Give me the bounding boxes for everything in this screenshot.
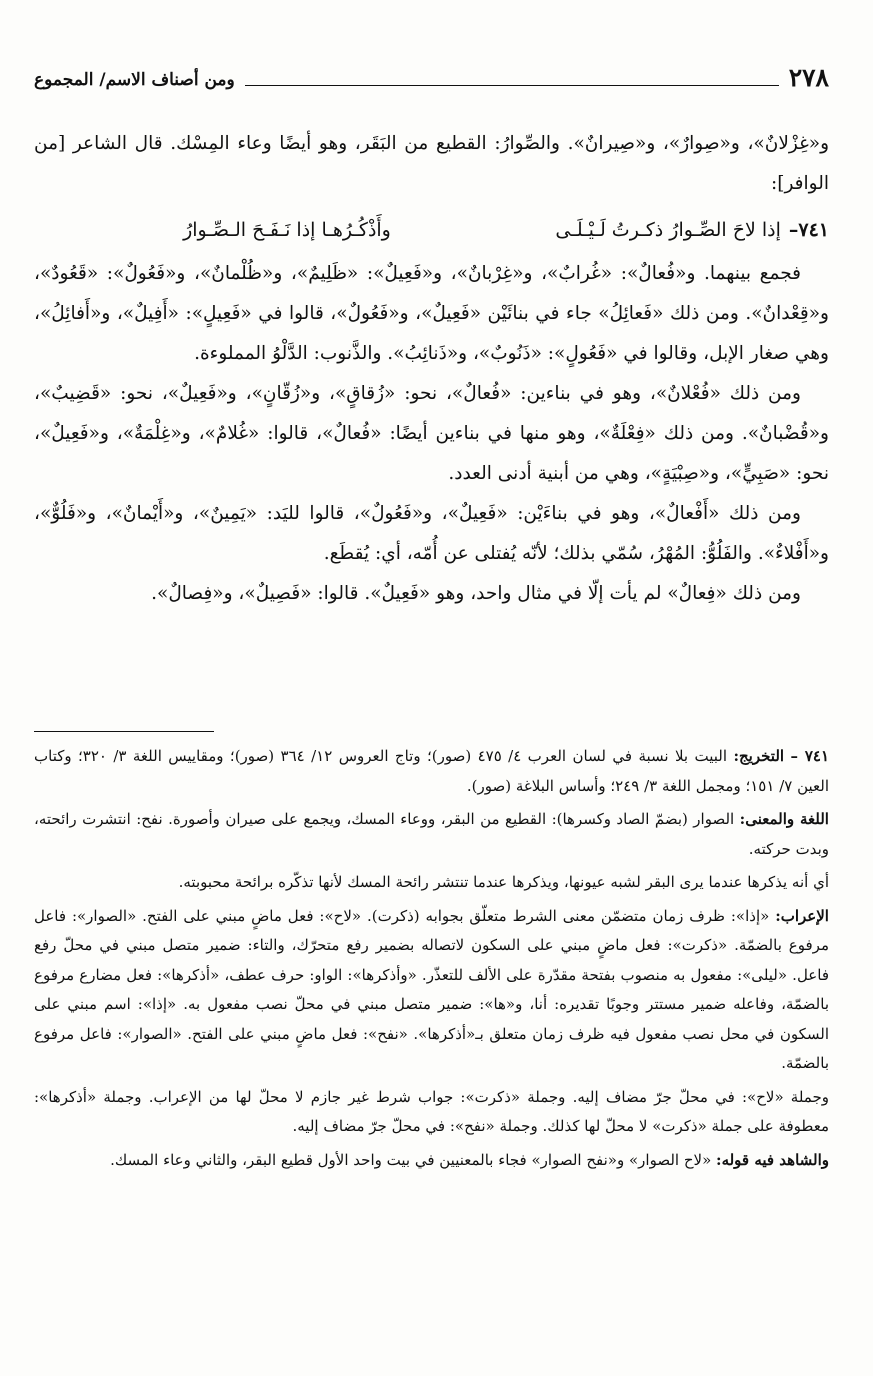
shahid-text: «لاح الصوار» و«نفح الصوار» فجاء بالمعنيين في بيت واحد الأول قطيع البقر، والثاني وعاء المسك. bbox=[110, 1150, 712, 1169]
running-title: ومن أصناف الاسم/ المجموع bbox=[34, 70, 235, 90]
main-text bbox=[34, 124, 829, 614]
book-page bbox=[34, 0, 829, 1376]
paragraph-1: و«غِزْلانٌ»، و«صِوارٌ»، و«صِيرانٌ». والصِّوارُ: القطيع من البَقَر، وهو أيضًا وعاء المِسْك. قال الشاعر [من الوافر]: bbox=[34, 133, 829, 194]
footnote-lugha bbox=[34, 805, 829, 864]
first-hemistich: إذا لاحَ الصِّـوارُ ذكـرتُ لَـيْـلَـى bbox=[555, 219, 781, 241]
lugha-text: الصوار (بضمّ الصاد وكسرها): القطيع من البقر، ووعاء المسك، ويجمع على صيران وأصورة. نفح: انتشرت رائحته، وبدت حركته. bbox=[34, 810, 829, 858]
poem-verse bbox=[34, 210, 829, 250]
footnotes bbox=[34, 742, 829, 1179]
lugha-label: اللغة والمعنى: bbox=[739, 810, 829, 828]
footnote-irab bbox=[34, 902, 829, 1079]
paragraph-5: ومن ذلك «فِعالٌ» لم يأت إلّا في مثال واحد، وهو «فَعِيلٌ». قالوا: «فَصِيلٌ»، و«فِصالٌ». bbox=[151, 583, 801, 604]
verse-number: ٧٤١– bbox=[788, 219, 829, 241]
footnote-number: ٧٤١ – bbox=[790, 747, 829, 765]
footnote-jumal: وجملة «لاح»: في محلّ جرّ مضاف إليه. وجملة «ذكرت»: جواب شرط غير جازم لا محلّ لها من الإعراب. وجملة «أذكرها»: معطوفة على جملة «ذكرت» لا محلّ لها كذلك. وجملة «نفح»: في محلّ جرّ مضاف إليه. bbox=[34, 1087, 829, 1135]
page-header bbox=[34, 58, 829, 92]
footnote-meaning: أي أنه يذكرها عندما يرى البقر لشبه عيونها، ويذكرها عندما تنتشر رائحة المسك لأنها تذكّره برائحة محبوبته. bbox=[178, 873, 829, 891]
footnote-shahid bbox=[34, 1146, 829, 1176]
header-rule bbox=[245, 85, 779, 86]
irab-text: «إذا»: ظرف زمان متضمّن معنى الشرط متعلّق بجوابه (ذكرت). «لاح»: فعل ماضٍ مبني على الفتح. «الصوار»: فاعل مرفوع بالضمّة. «ذكرت»: فعل ماضٍ مبني على السكون لاتصاله بضمير رفع متحرّك، والتاء: ضمير متصل مبني في محلّ رفع فاعل. «ليلى»: مفعول به منصوب بفتحة مقدّرة على الألف للتعذّر. «وأذكرها»: الواو: حرف عطف، «أذكرها»: فعل مضارع مرفوع بالضمّة، وفاعله ضمير مستتر وجوبًا تقديره: أنا، و«ها»: ضمير متصل مبني في محلّ نصب مفعول به. «إذا»: اسم مبني على السكون في محل نصب مفعول فيه ظرف زمان متعلق بـ«أذكرها». «نفح»: فعل ماضٍ مبني على الفتح. «الصوار»: فاعل مرفوع بالضمّة. bbox=[34, 906, 829, 1072]
shahid-label: والشاهد فيه قوله: bbox=[716, 1150, 829, 1169]
footnote-takhrij bbox=[34, 742, 829, 801]
takhrij-text: البيت بلا نسبة في لسان العرب ٤/ ٤٧٥ (صور)؛ وتاج العروس ١٢/ ٣٦٤ (صور)؛ ومقاييس اللغة ٣/ ٣٢٠؛ وكتاب العين ٧/ ١٥١؛ ومجمل اللغة ٣/ ٢٤٩؛ وأساس البلاغة (صور). bbox=[34, 747, 829, 795]
paragraph-4: ومن ذلك «أَفْعالٌ»، وهو في بناءَيْن: «فَعِيلٌ»، و«فَعُولٌ»، قالوا لليَد: «يَمِينٌ»، و«أَيْمانٌ»، و«فَلُوٌّ»، و«أَفْلاءٌ». والفَلُوُّ: المُهْرُ، سُمّي بذلك؛ لأنّه يُفتلى عن أُمّه، أي: يُقطَع. bbox=[34, 503, 829, 564]
paragraph-2: فجمع بينهما. و«فُعالٌ»: «غُرابٌ»، و«غِرْبانٌ»، و«فَعِيلٌ»: «ظَلِيمٌ»، و«ظُلْمانٌ»، و«فَعُولٌ»: «قَعُودٌ»، و«قِعْدانٌ». ومن ذلك «فَعائِلُ» جاء في بنائَيْن «فَعِيلٌ»، و«فَعُولٌ»، قالوا في «فَعِيلٍ»: «أَفِيلٌ»، و«أَفائِلُ»، وهي صغار الإبل، وقالوا في «فَعُولٍ»: «ذَنُوبٌ»، و«ذَنائِبُ». والذَّنوب: الدَّلْوُ المملوءة. bbox=[34, 263, 829, 364]
footnote-rule bbox=[34, 731, 214, 732]
paragraph-3: ومن ذلك «فُعْلانٌ»، وهو في بناءين: «فُعالٌ»، نحو: «زُقاقٍ»، و«زُقّانٍ»، و«فَعِيلٌ»، نحو: «قَضِيبٌ»، و«قُضْبانٌ». ومن ذلك «فِعْلَةٌ»، وهو منها في بناءين أيضًا: «فُعالٌ»، قالوا: «غُلامٌ»، و«غِلْمَةٌ»، و«فَعِيلٌ»، نحو: «صَبِيٍّ»، و«صِبْيَةٍ»، وهي من أبنية أدنى العدد. bbox=[34, 383, 829, 484]
second-hemistich: وأَذْكُـرُهـا إذا نَـفَـحَ الـصِّـوارُ bbox=[183, 219, 391, 241]
page-number: ٢٧٨ bbox=[788, 63, 829, 92]
irab-label: الإعراب: bbox=[775, 906, 829, 925]
takhrij-label: التخريج: bbox=[733, 747, 785, 765]
